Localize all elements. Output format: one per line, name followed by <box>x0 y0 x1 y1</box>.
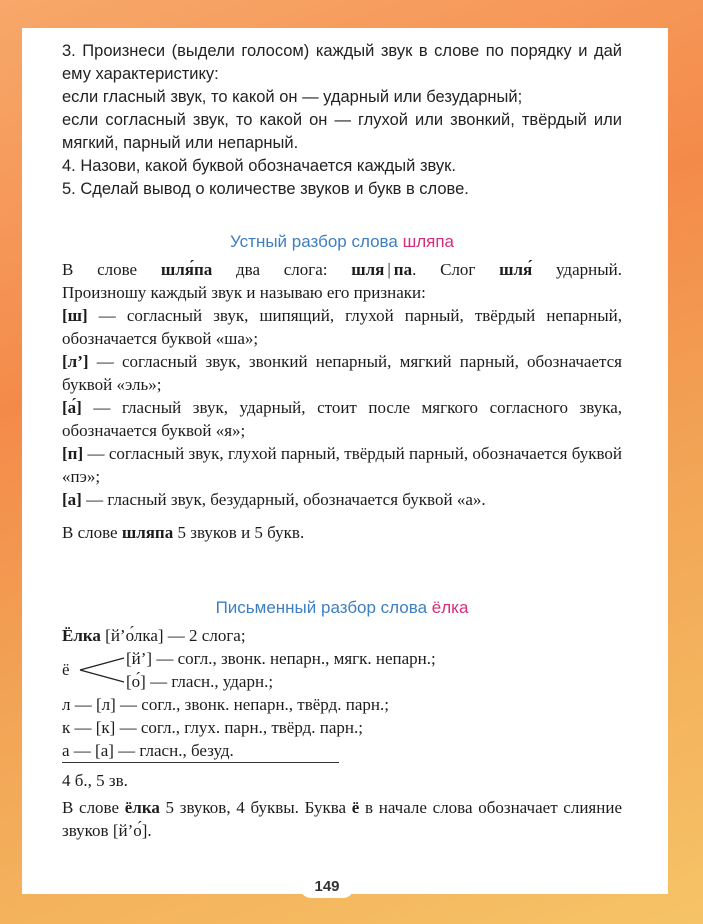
heading-word-shlyapa: шляпа <box>402 232 454 251</box>
count-line: 4 б., 5 зв. <box>62 771 128 790</box>
yo-letter: ё <box>62 660 70 679</box>
analysis-steps <box>62 40 622 201</box>
step-3-consonant: если согласный звук, то какой он — глухой или звонкий, твёрдый или мягкий, парный или непарный. <box>62 111 622 152</box>
step-3-vowel: если гласный звук, то какой он — ударный или безударный; <box>62 88 523 106</box>
written-analysis <box>62 624 622 842</box>
sound-p: [п] — согласный звук, глухой парный, твёрдый парный, обозначается буквой «пэ»; <box>62 444 622 486</box>
page-number: 149 <box>300 876 354 898</box>
heading-word-yolka: ёлка <box>431 598 469 617</box>
letter-row-l: л — [л] — согл., звонк. непарн., твёрд. парн.; <box>62 695 389 714</box>
step-5: 5. Сделай вывод о количестве звуков и букв в слове. <box>62 180 469 198</box>
written-conclusion: В слове ёлка 5 звуков, 4 буквы. Буква ё в начале слова обозначает слияние звуков [й’о́]. <box>62 798 622 840</box>
written-analysis-heading: Письменный разбор слова ёлка <box>215 598 469 617</box>
sound-sh: [ш] — согласный звук, шипящий, глухой парный, твёрдый непарный, обозначается буквой «ша»; <box>62 306 622 348</box>
letter-row-a: а — [а] — гласн., безуд. <box>62 739 339 763</box>
sound-a-stressed: [а́] — гласный звук, ударный, стоит после мягкого согласного звука, обозначается буквой «я»; <box>62 398 622 440</box>
oral-analysis <box>62 258 622 544</box>
transcription-line: Ёлка [й’о́лка] — 2 слога; <box>62 626 246 645</box>
sound-a: [а] — гласный звук, безударный, обозначается буквой «а». <box>62 490 486 509</box>
oral-syllables: В слове шля́па два слога: шля | па. Слог шля́ ударный. <box>62 260 622 279</box>
letter-row-k: к — [к] — согл., глух. парн., твёрд. парн.; <box>62 718 363 737</box>
branch-lines-icon <box>78 655 126 685</box>
yo-branch <box>62 647 622 693</box>
yo-sound-1: [й’] — согл., звонк. непарн., мягк. непарн.; <box>126 649 436 668</box>
oral-summary: В слове шляпа 5 звуков и 5 букв. <box>62 523 305 542</box>
step-4: 4. Назови, какой буквой обозначается каждый звук. <box>62 157 456 175</box>
sound-l: [л’] — согласный звук, звонкий непарный, мягкий парный, обозначается буквой «эль»; <box>62 352 622 394</box>
oral-analysis-heading: Устный разбор слова шляпа <box>230 232 454 251</box>
oral-intro: Произношу каждый звук и называю его признаки: <box>62 283 426 302</box>
yo-sound-2: [о́] — гласн., ударн.; <box>126 672 274 691</box>
step-3: 3. Произнеси (выдели голосом) каждый звук в слове по порядку и дай ему характеристику: <box>62 42 622 83</box>
